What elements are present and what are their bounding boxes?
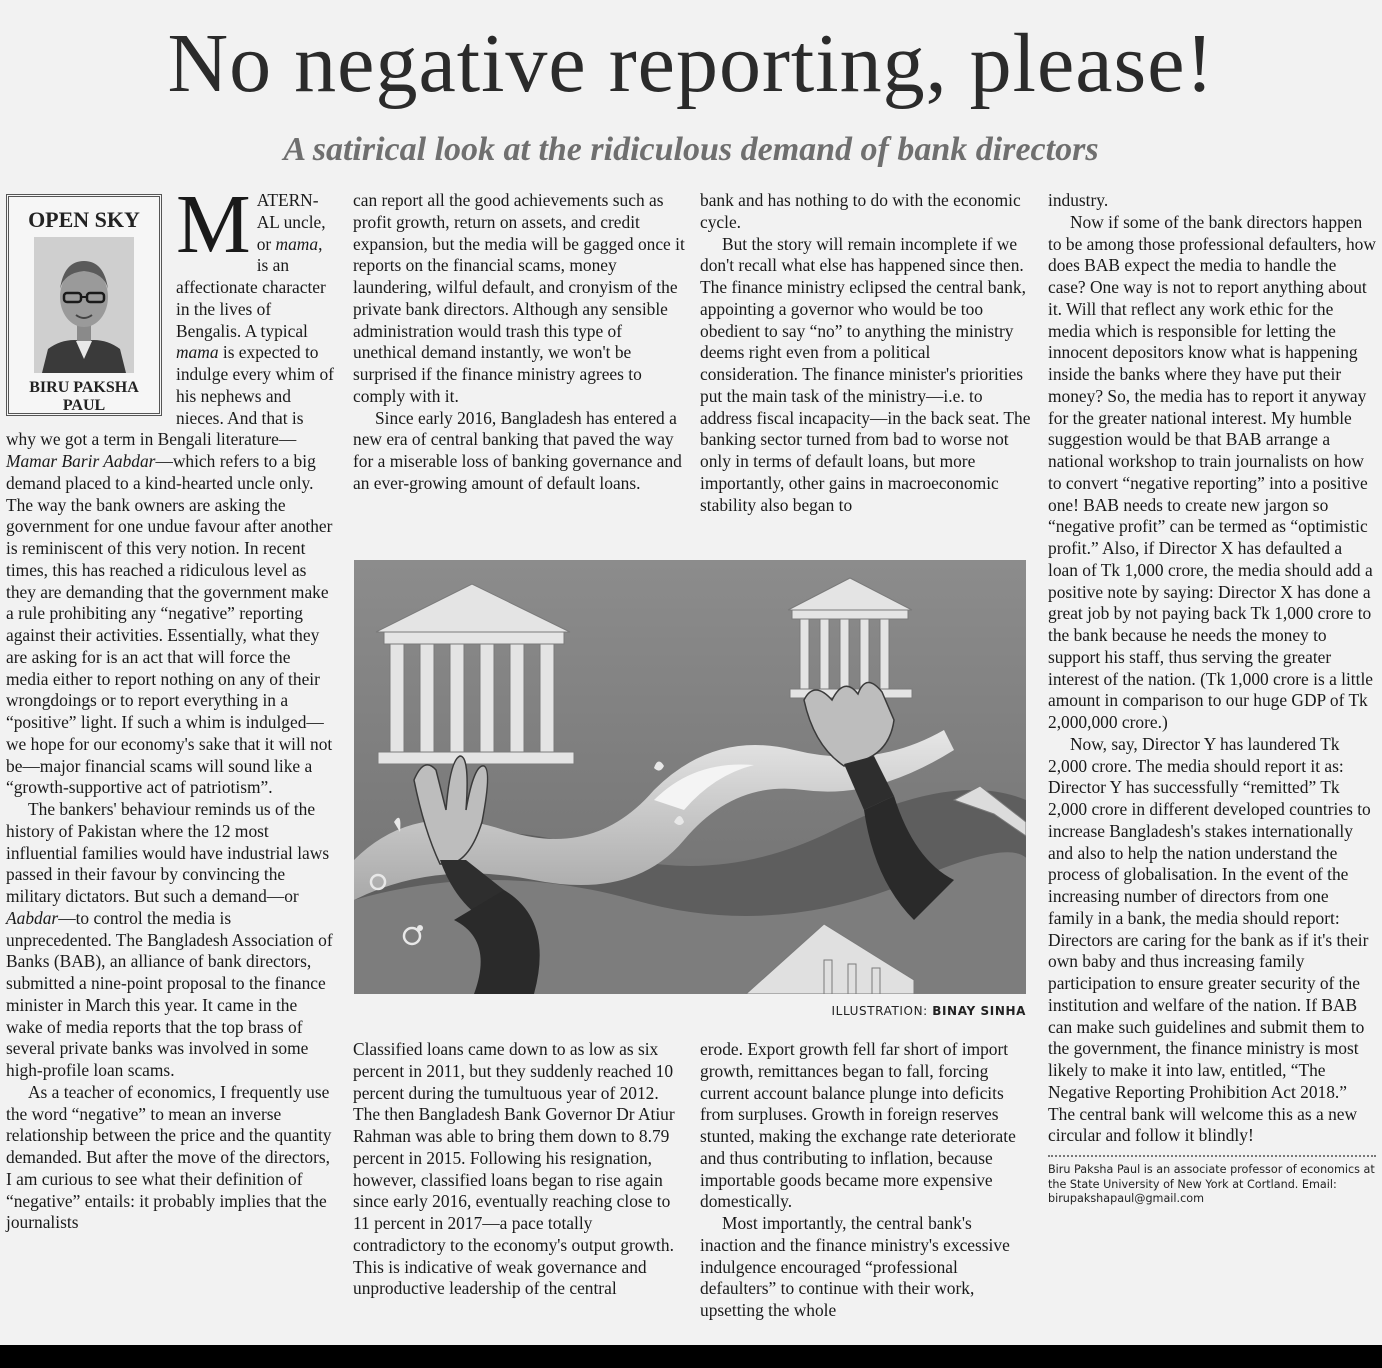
column-name: OPEN SKY [28, 207, 140, 232]
credit-artist: BINAY SINHA [932, 1004, 1026, 1018]
article-paragraph: Since early 2016, Bangladesh has entered a new era of central banking that paved the way for a miserable loss of banking governance and an ever-growing amount of default loans. [353, 407, 682, 493]
author-photo [34, 237, 134, 373]
article-column-2-top [353, 190, 685, 495]
article-paragraph: Now if some of the bank directors happen to be among those professional defaulters, how does BAB expect the media to handle the case? One way is not to report anything about it. Will that reflect any work ethic for the media which is responsible for letting the innocent depositors know what is happening inside the banks where they have put their money? So, the media has to report it anyway for the greater national interest. My humble suggestion would be that BAB arrange a national workshop to train journalists on how to convert “negative reporting” into a positive one! BAB needs to create new jargon so “negative profit” can be termed as “optimistic profit.” Also, if Director X has defaulted a loan of Tk 1,000 crore, the media should add a positive note by saying: Director X has done a great job by not paying back Tk 1,000 crore to the bank because he needs the money to support his staff, thus serving the greater interest of the nation. (Tk 1,000 crore is a little amount in comparison to our huge GDP of Tk 2,000,000 crore.) [1048, 211, 1376, 732]
illustration-credit [700, 1004, 1026, 1018]
text-run: —to control the media is unprecedented. The Bangladesh Association of Banks (BAB), an alliance of bank directors, submitted a nine-point proposal to the finance minister in March this year. It came in the wake of media reports that the top brass of several private banks was involved in some high-profile loan scams. [6, 907, 333, 1080]
article-paragraph: can report all the good achievements such as profit growth, return on assets, and credit expansion, but the media will be gagged once it reports on the financial scams, money laundering, wilful default, and cronyism of the private bank directors. Although any sensible administration would trash this type of unethical demand instantly, we won't be surprised if the finance ministry agrees to comply with it. [353, 190, 685, 406]
drowning-banks-illustration [354, 560, 1026, 994]
italic-run: mama [176, 342, 219, 363]
article-paragraph: Most importantly, the central bank's inaction and the finance ministry's excessive indulgence encouraged “professional defaulters” to continue with their work, upsetting the whole [700, 1213, 1010, 1320]
article-paragraph [6, 799, 336, 1082]
credit-label: ILLUSTRATION: [831, 1004, 928, 1018]
article-paragraph: As a teacher of economics, I frequently use the word “negative” to mean an inverse relationship between the price and the quantity demanded. But after the move of the directors, I am curious to see what their definition of “negative” entails: it probably implies that the journalists [6, 1081, 332, 1233]
article-paragraph: bank and has nothing to do with the economic cycle. [700, 190, 1021, 232]
article-paragraph: industry. [1048, 190, 1109, 210]
text-run: —which refers to a big demand placed to a kind-hearted uncle only. The way the bank owners are asking the government for one undue favour after another is reminiscent of this very notion. In recent times, this has reached a ridiculous level as they are demanding that the government make a rule prohibiting any “negative” reporting against their activities. Essentially, what they are asking for is an act that will force the media either to report nothing on any of their wrongdoings or to report everything in a “positive” light. If such a whim is indulged—we hope for our economy's sake that it will not be—major financial scams will sound like a “growth-supportive act of patriotism”. [6, 451, 333, 798]
article-column-2-bottom [353, 1039, 685, 1300]
dropcap: M [176, 178, 251, 271]
article-paragraph: Now, say, Director Y has laundered Tk 2,000 crore. The media should report it as: Director Y has successfully “remitted” Tk 2,000 crore in different developed countries to increase Bangladesh's stakes internationally and also to help the nation understand the process of globalisation. In the event of the increasing number of directors from one family in a bank, the media should report: Directors are caring for the bank as if it's their own baby and thus increasing family participation to ensure greater security of the institution and welfare of the nation. If BAB can make such guidelines and submit them to the government, the finance ministry is most likely to make it into law, entitled, “The Negative Reporting Prohibition Act 2018.” The central bank will welcome this as a new circular and follow it blindly! [1048, 733, 1371, 1146]
article-column-4 [1048, 190, 1376, 1207]
author-name: BIRU PAKSHA PAUL [29, 379, 139, 414]
article-paragraph: Classified loans came down to as low as six percent in 2011, but they suddenly reached 10 percent during the tumultuous year of 2012. The then Bangladesh Bank Governor Dr Atiur Rahman was able to bring them down to 8.79 percent in 2015. Following his resignation, however, classified loans began to rise again since early 2016, eventually reaching close to 11 percent in 2017—a pace totally contradictory to the economy's output growth. This is indicative of weak governance and unproductive leadership of the central [353, 1039, 675, 1299]
text-run: is expected to indulge every whim of his nephews and nieces. And that is why we got a term in Bengali literature— [6, 342, 334, 450]
page-bottom-bar [0, 1345, 1382, 1368]
text-run: ATERN-AL uncle, or [256, 190, 326, 254]
text-run: The bankers' behaviour reminds us of the history of Pakistan where the 12 most influential families would have industrial laws passed in their favour by convincing the military dictators. But such a demand—or [6, 799, 330, 906]
illustration [354, 560, 1026, 994]
author-bio: Biru Paksha Paul is an associate professor of economics at the State University of New York at Cortland. Email: birupakshapaul@gmail.com [1048, 1163, 1375, 1206]
text-run: , is an affectionate character in the lives of Bengalis. A typical [176, 233, 326, 341]
bio-divider [1048, 1155, 1376, 1157]
italic-run: Mamar Barir Aabdar [6, 451, 156, 471]
italic-run: mama [275, 233, 319, 254]
author-portrait-image [34, 237, 134, 373]
article-paragraph: erode. Export growth fell far short of import growth, remittances began to fall, forcing current account balance plunge into deficits from surpluses. Growth in foreign reserves stunted, making the exchange rate deteriorate and thus contributing to inflation, because importable goods became more expensive domestically. [700, 1039, 1016, 1212]
headline: No negative reporting, please! [167, 17, 1215, 110]
article-column-3-bottom [700, 1039, 1032, 1322]
article-column-3-top [700, 190, 1032, 516]
article-column-1 [6, 178, 336, 1234]
subheadline: A satirical look at the ridiculous demand of bank directors [283, 131, 1099, 168]
italic-run: Aabdar [6, 907, 59, 928]
article-paragraph: But the story will remain incomplete if we don't recall what else has happened since then. The finance ministry eclipsed the central bank, appointing a governor who would be too obedient to say “no” to anything the ministry deems right even from a political consideration. The finance minister's priorities put the main task of the ministry—i.e. to address fiscal incapacity—in the back seat. The banking sector turned from bad to worse not only in terms of default loans, but more importantly, other gains in macroeconomic stability also began to [700, 233, 1031, 515]
author-box [6, 194, 162, 416]
